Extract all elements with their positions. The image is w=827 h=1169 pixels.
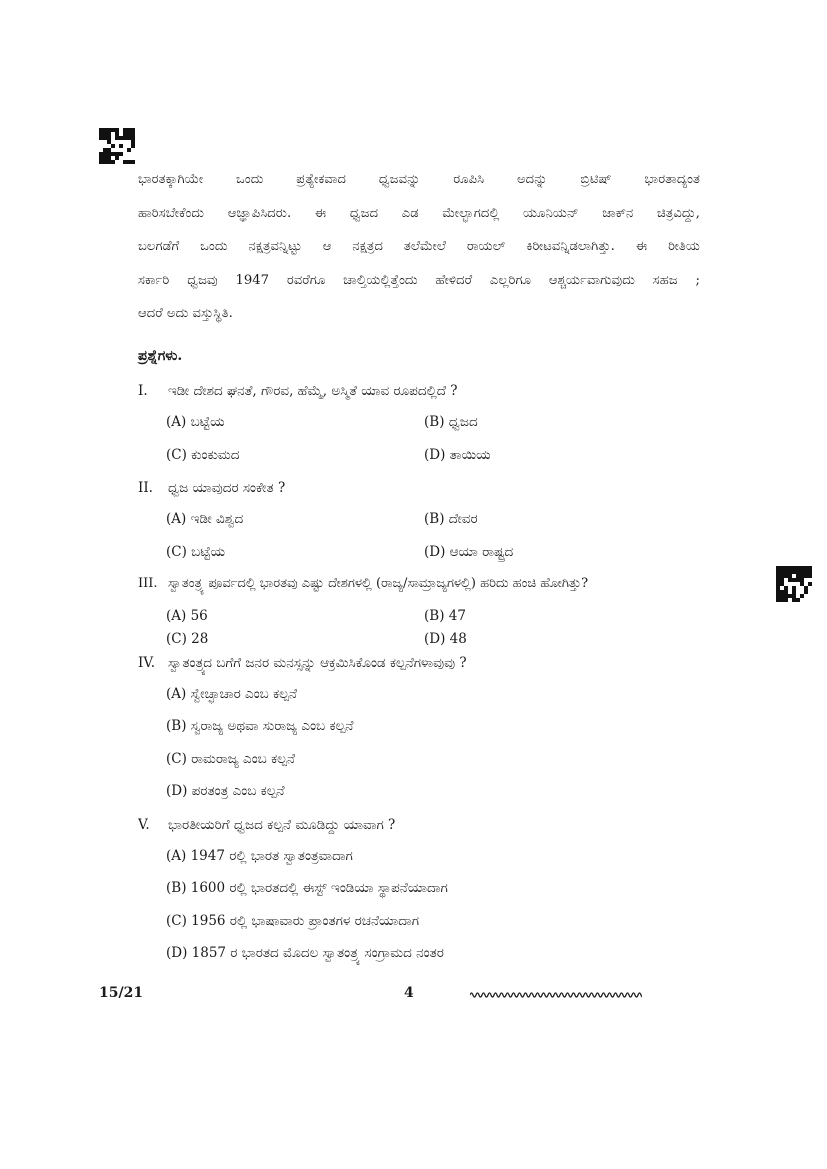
option: (A) ಇಡೀ ವಿಶ್ವದ — [166, 511, 244, 527]
question-text: ಸ್ವಾತಂತ್ರ್ಯ ಪೂರ್ವದಲ್ಲಿ ಭಾರತವು ಎಷ್ಟು ದೇಶಗಳಲ್ಲಿ (ರಾಜ್ಯ/ಸಾಮ್ರಾಜ್ಯಗಳಲ್ಲಿ) ಹರಿದು ಹಂಚಿ ಹೋಗಿತ್ತು? — [168, 576, 589, 591]
option: (D) ಆಯಾ ರಾಷ್ಟ್ರದ — [424, 544, 514, 560]
question-number: I. — [138, 383, 148, 399]
option: (C) ಬಟ್ಟೆಯ — [166, 544, 226, 560]
questions-heading: ಪ್ರಶ್ನೆಗಳು. — [138, 348, 183, 364]
passage-line: ಆದರೆ ಅದು ವಸ್ತುಸ್ಥಿತಿ. — [138, 306, 233, 322]
question-text: ಸ್ವಾತಂತ್ರ್ಯದ ಬಗೆಗೆ ಜನರ ಮನಸ್ಸನ್ನು ಆಕ್ರಮಿಸಿಕೊಂಡ ಕಲ್ಪನೆಗಳಾವುವು ? — [168, 655, 467, 671]
passage-line: ಬಲಗಡೆಗೆ ಒಂದು ನಕ್ಷತ್ರವನ್ನಿಟ್ಟು ಆ ನಕ್ಷತ್ರದ ತಲೆಮೇಲೆ ರಾಯಲ್ ಕಿರೀಟವನ್ನಿಡಲಾಗಿತ್ತು. ಈ ರೀತಿಯ — [138, 239, 700, 255]
option: (A) ಸ್ವೇಚ್ಛಾಚಾರ ಎಂಬ ಕಲ್ಪನೆ — [166, 686, 298, 702]
question — [138, 576, 588, 591]
question-text: ಭಾರತೀಯರಿಗೆ ಧ್ವಜದ ಕಲ್ಪನೆ ಮೂಡಿದ್ದು ಯಾವಾಗ ? — [168, 817, 396, 833]
passage-line: ಹಾರಿಸಬೇಕೆಂದು ಆಜ್ಞಾಪಿಸಿದರು. ಈ ಧ್ವಜದ ಎಡ ಮೇಲ್ಭಾಗದಲ್ಲಿ ಯೂನಿಯನ್ ಜಾಕ್‌ನ ಚಿತ್ರವಿದ್ದು, — [138, 205, 700, 221]
question — [138, 817, 395, 833]
qr-code-icon — [776, 566, 812, 602]
option: (D) 1857 ರ ಭಾರತದ ಮೊದಲ ಸ್ವಾತಂತ್ರ್ಯ ಸಂಗ್ರಾಮದ ನಂತರ — [166, 945, 444, 961]
option: (C) ರಾಮರಾಜ್ಯ ಎಂಬ ಕಲ್ಪನೆ — [166, 751, 296, 767]
option: (B) ದೇವರ — [424, 511, 478, 527]
option: (D) ಪರತಂತ್ರ ಎಂಬ ಕಲ್ಪನೆ — [166, 783, 285, 799]
option: (B) ಸ್ವರಾಜ್ಯ ಅಥವಾ ಸುರಾಜ್ಯ ಎಂಬ ಕಲ್ಪನೆ — [166, 718, 354, 734]
passage — [138, 163, 700, 331]
paper-code: 15/21 — [99, 985, 144, 1001]
question-number: V. — [138, 817, 150, 833]
option: (D) ತಾಯಿಯ — [424, 447, 491, 463]
option: (B) ಧ್ವಜದ — [424, 414, 478, 430]
option: (B) 47 — [424, 608, 466, 624]
option: (A) 1947 ರಲ್ಲಿ ಭಾರತ ಸ್ವಾತಂತ್ರವಾದಾಗ — [166, 848, 353, 864]
question — [138, 480, 285, 496]
option: (A) ಬಟ್ಟೆಯ — [166, 414, 225, 430]
option: (C) ಕುಂಕುಮದ — [166, 447, 240, 463]
option: (A) 56 — [166, 608, 208, 624]
option: (D) 48 — [424, 631, 467, 647]
page-number: 4 — [404, 985, 414, 1001]
question-number: IV. — [138, 655, 156, 671]
passage-line: ಸರ್ಕಾರಿ ಧ್ವಜವು 1947 ರವರೆಗೂ ಚಾಲ್ತಿಯಲ್ಲಿತ್ತೆಂದು ಹೇಳಿದರೆ ಎಲ್ಲರಿಗೂ ಆಶ್ಚರ್ಯವಾಗುವುದು ಸಹಜ ; — [138, 272, 700, 288]
question-number: III. — [138, 576, 158, 591]
passage-line: ಭಾರತಕ್ಕಾಗಿಯೇ ಒಂದು ಪ್ರತ್ಯೇಕವಾದ ಧ್ವಜವನ್ನು ರೂಪಿಸಿ ಅದನ್ನು ಬ್ರಿಟಿಷ್ ಭಾರತಾದ್ಯಂತ — [138, 172, 700, 187]
option: (C) 28 — [166, 631, 209, 647]
wavy-line-icon — [470, 990, 642, 1000]
question — [138, 383, 458, 399]
question-number: II. — [138, 480, 153, 496]
question-text: ಇಡೀ ದೇಶದ ಘನತೆ, ಗೌರವ, ಹೆಮ್ಮೆ, ಅಸ್ಮಿತೆ ಯಾವ ರೂಪದಲ್ಲಿದೆ ? — [168, 383, 458, 399]
question-text: ಧ್ವಜ ಯಾವುದರ ಸಂಕೇತ ? — [168, 480, 286, 496]
question — [138, 655, 467, 671]
qr-code-icon — [99, 128, 135, 164]
option: (B) 1600 ರಲ್ಲಿ ಭಾರತದಲ್ಲಿ ಈಸ್ಟ್ ಇಂಡಿಯಾ ಸ್ಥಾಪನೆಯಾದಾಗ — [166, 880, 448, 896]
option: (C) 1956 ರಲ್ಲಿ ಭಾಷಾವಾರು ಪ್ರಾಂತಗಳ ರಚನೆಯಾದಾಗ — [166, 913, 420, 929]
